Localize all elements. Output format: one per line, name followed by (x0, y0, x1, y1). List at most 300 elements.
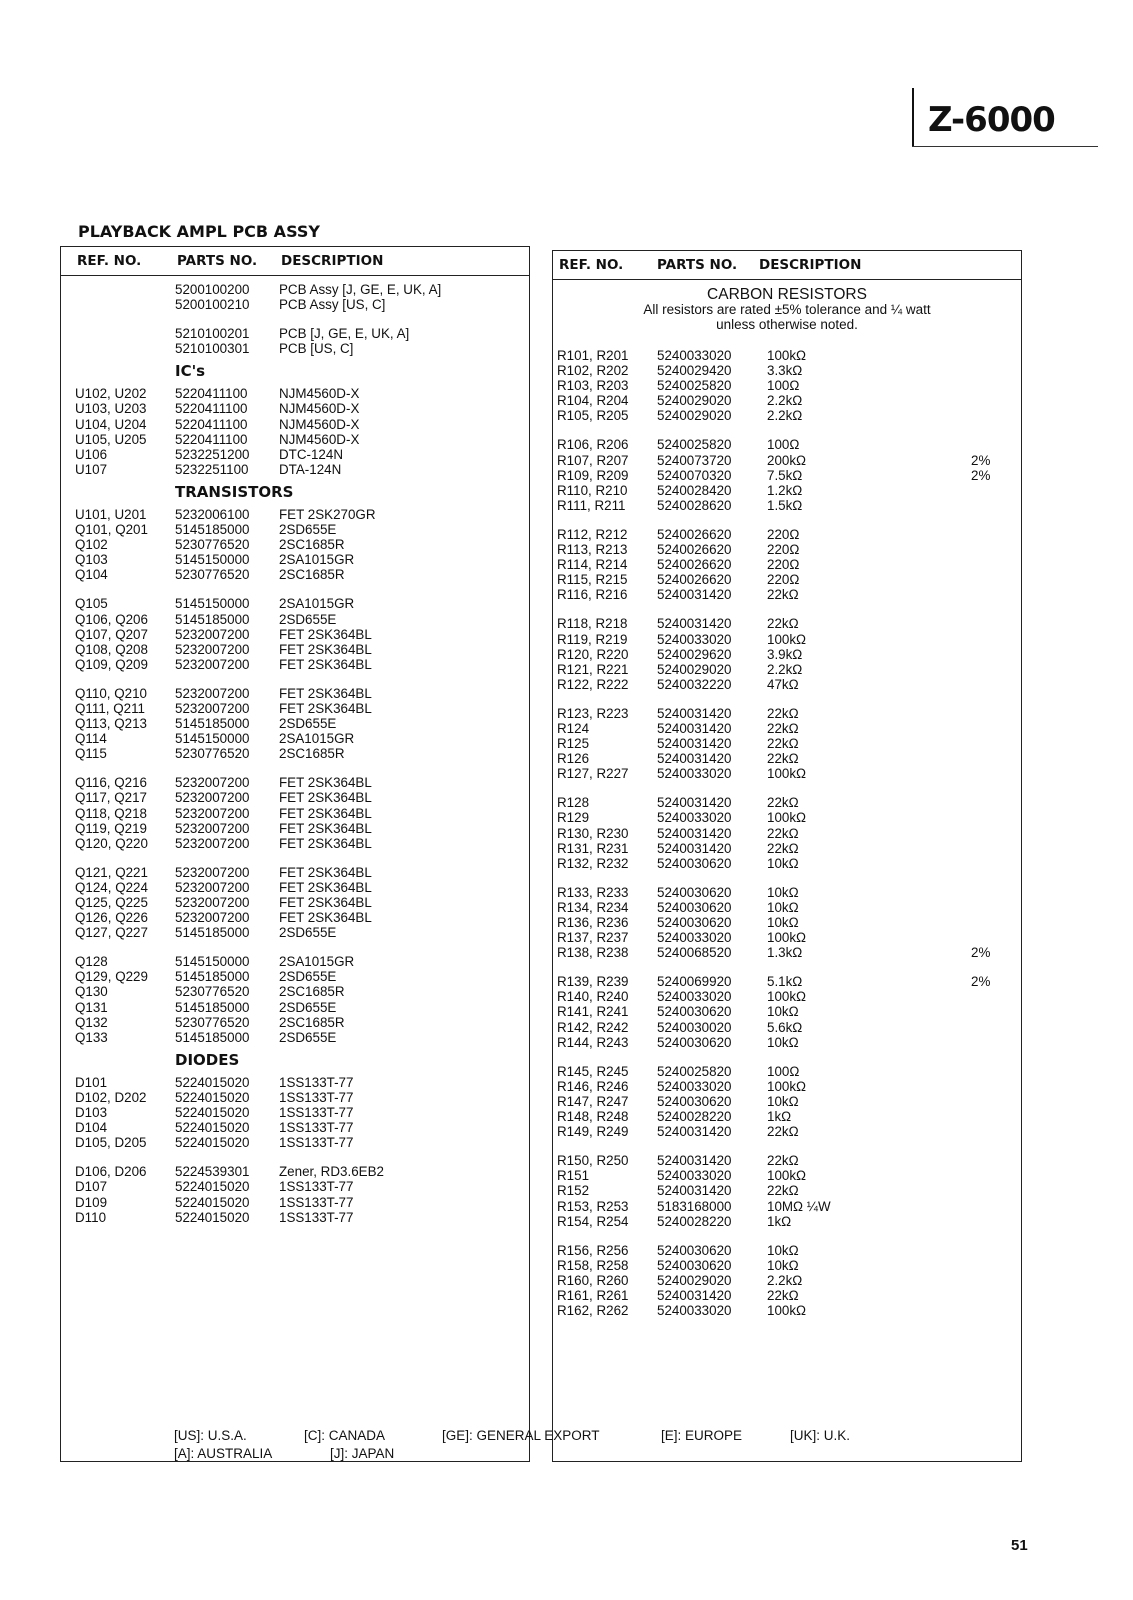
parts-no: 5240026620 (657, 572, 732, 588)
table-row (61, 612, 529, 627)
block-gap (553, 1229, 1021, 1243)
parts-no: 5240028220 (657, 1213, 732, 1229)
table-row (61, 417, 529, 432)
ref-no: Q117, Q217 (75, 790, 147, 806)
resistor-value: 220Ω (767, 572, 800, 588)
table-row (553, 841, 1021, 856)
table-row (553, 1079, 1021, 1094)
ref-no: R104, R204 (557, 393, 629, 409)
resistor-value: 100kΩ (767, 1303, 807, 1319)
table-row (553, 1214, 1021, 1229)
parts-no: 5240030620 (657, 1257, 732, 1273)
description: FET 2SK364BL (279, 820, 372, 836)
table-row (553, 900, 1021, 915)
parts-no: 5224539301 (175, 1164, 250, 1180)
table-row (61, 627, 529, 642)
ref-no: Q105 (75, 596, 108, 612)
ref-no: R158, R258 (557, 1257, 629, 1273)
parts-no: 5145185000 (175, 925, 250, 941)
table-row (61, 1000, 529, 1015)
ref-no: R156, R256 (557, 1242, 629, 1258)
parts-no: 5224015020 (175, 1194, 250, 1210)
ref-no: R144, R243 (557, 1034, 629, 1050)
parts-no: 5232007200 (175, 835, 250, 851)
ref-no: D109 (75, 1194, 108, 1210)
table-row (553, 1168, 1021, 1183)
table-row (553, 795, 1021, 810)
description: 1SS133T-77 (279, 1179, 354, 1195)
block-gap (553, 423, 1021, 437)
legend-a: [A]: AUSTRALIA (174, 1446, 273, 1461)
block-gap (61, 312, 529, 326)
category-label: DIODES (175, 1050, 240, 1069)
description: PCB Assy [US, C] (279, 297, 386, 313)
parts-no: 5240031420 (657, 1287, 732, 1303)
resistor-value: 22kΩ (767, 1287, 799, 1303)
resistor-value: 22kΩ (767, 1124, 799, 1140)
table-row (553, 706, 1021, 721)
table-row (553, 572, 1021, 587)
parts-no: 5232007200 (175, 895, 250, 910)
table-row (61, 895, 529, 910)
ref-no: R110, R210 (557, 482, 628, 498)
parts-no: 5232007200 (175, 700, 250, 716)
page-number: 51 (1011, 1537, 1028, 1554)
ref-no: R139, R239 (557, 974, 629, 990)
description: FET 2SK270GR (279, 506, 376, 522)
parts-no: 5240028420 (657, 482, 732, 498)
table-row (553, 1035, 1021, 1050)
parts-no: 5240031420 (657, 1124, 732, 1140)
parts-no: 5240033020 (657, 1168, 732, 1184)
resistor-value: 22kΩ (767, 825, 799, 841)
resistor-value: 1.2kΩ (767, 482, 803, 498)
ref-no: Q128 (75, 954, 108, 970)
table-row (553, 1183, 1021, 1198)
parts-no: 5240032220 (657, 676, 732, 692)
ref-no: D101 (75, 1074, 108, 1090)
table-row (553, 856, 1021, 871)
parts-no: 5240031420 (657, 616, 732, 632)
table-row (61, 746, 529, 761)
description: 2SC1685R (279, 746, 345, 762)
parts-no: 5240033020 (657, 631, 732, 647)
table-row (61, 1210, 529, 1225)
table-row (553, 721, 1021, 736)
resistor-value: 220Ω (767, 542, 800, 558)
resistor-value: 22kΩ (767, 1183, 799, 1199)
table-row (61, 567, 529, 582)
table-row (61, 386, 529, 401)
table-row (61, 790, 529, 805)
legend-uk: [UK]: U.K. (790, 1428, 851, 1443)
resistor-value: 2.2kΩ (767, 393, 803, 409)
table-row (553, 483, 1021, 498)
table-row (61, 865, 529, 880)
table-row (553, 974, 1021, 989)
block-gap (61, 1150, 529, 1164)
ref-no: R148, R248 (557, 1109, 629, 1125)
ref-no: R102, R202 (557, 363, 629, 379)
parts-no: 5240030620 (657, 884, 732, 900)
ref-no: Q126, Q226 (75, 910, 148, 926)
table-row (61, 552, 529, 567)
ref-no: Q133 (75, 1029, 108, 1045)
ref-no: R154, R254 (557, 1213, 629, 1229)
parts-no: 5230776520 (175, 1014, 250, 1030)
table-row (553, 1064, 1021, 1079)
ref-no: Q103 (75, 552, 108, 568)
table-row (61, 297, 529, 312)
carbon-note-line1: All resistors are rated ±5% tolerance and ¼ watt (643, 302, 931, 317)
block-gap (61, 582, 529, 596)
resistor-value: 10kΩ (767, 1004, 799, 1020)
ref-no: Q113, Q213 (75, 716, 147, 732)
legend-c: [C]: CANADA (304, 1428, 386, 1443)
parts-no: 5240031420 (657, 587, 732, 603)
col-desc-header: DESCRIPTION (759, 257, 862, 273)
ref-no: U103, U203 (75, 401, 147, 417)
ref-no: R103, R203 (557, 378, 629, 394)
ref-no: D107 (75, 1179, 108, 1195)
legend-ge: [GE]: GENERAL EXPORT (442, 1428, 600, 1443)
description: FET 2SK364BL (279, 805, 372, 821)
left-parts-table (60, 246, 530, 1462)
ref-no: D105, D205 (75, 1135, 147, 1151)
model-divider (912, 88, 914, 146)
resistor-value: 10kΩ (767, 855, 799, 871)
description: 2SD655E (279, 522, 337, 538)
ref-no: Q109, Q209 (75, 656, 148, 672)
table-row (553, 1153, 1021, 1168)
description: FET 2SK364BL (279, 775, 372, 791)
parts-no: 5145150000 (175, 552, 250, 568)
table-row (61, 806, 529, 821)
parts-no: 5240031420 (657, 751, 732, 767)
ref-no: R151 (557, 1168, 590, 1184)
parts-no: 5240030620 (657, 855, 732, 871)
table-row (553, 363, 1021, 378)
table-row (553, 1199, 1021, 1214)
table-row (553, 751, 1021, 766)
description: PCB [J, GE, E, UK, A] (279, 326, 410, 342)
ref-no: R131, R231 (557, 840, 629, 856)
table-row (553, 945, 1021, 960)
resistor-value: 22kΩ (767, 840, 799, 856)
description: DTC-124N (279, 446, 343, 462)
parts-no: 5220411100 (175, 416, 248, 432)
col-parts-header: PARTS NO. (177, 253, 258, 269)
description: 1SS133T-77 (279, 1194, 354, 1210)
ref-no: D104 (75, 1120, 108, 1136)
table-row (61, 401, 529, 416)
ref-no: R150, R250 (557, 1153, 629, 1169)
table-row (61, 821, 529, 836)
parts-no: 5145185000 (175, 716, 250, 732)
description: FET 2SK364BL (279, 835, 372, 851)
table-row (61, 1090, 529, 1105)
ref-no: R112, R212 (557, 526, 628, 542)
parts-no: 5210100201 (175, 326, 250, 342)
table-row (553, 662, 1021, 677)
description: FET 2SK364BL (279, 641, 372, 657)
description: FET 2SK364BL (279, 895, 372, 910)
description: FET 2SK364BL (279, 685, 372, 701)
table-row (61, 836, 529, 851)
table-row (553, 542, 1021, 557)
description: 1SS133T-77 (279, 1120, 354, 1136)
resistor-value: 22kΩ (767, 1153, 799, 1169)
col-desc-header: DESCRIPTION (281, 253, 384, 269)
tolerance-note: 2% (971, 452, 991, 468)
carbon-title: CARBON RESISTORS (707, 286, 867, 303)
legend-us: [US]: U.S.A. (174, 1428, 247, 1443)
ref-no: R147, R247 (557, 1093, 629, 1109)
resistor-value: 2.2kΩ (767, 408, 803, 424)
ref-no: R120, R220 (557, 646, 629, 662)
ref-no: R126 (557, 751, 590, 767)
description: 2SD655E (279, 716, 337, 732)
ref-no: Q110, Q210 (75, 685, 147, 701)
block-gap (553, 960, 1021, 974)
carbon-note-line2: unless otherwise noted. (716, 317, 858, 332)
table-row (553, 1109, 1021, 1124)
resistor-value: 3.3kΩ (767, 363, 803, 379)
description: FET 2SK364BL (279, 864, 372, 880)
description: 1SS133T-77 (279, 1209, 354, 1225)
category-label: IC's (175, 362, 206, 381)
table-row (61, 1164, 529, 1179)
parts-no: 5220411100 (175, 401, 248, 417)
parts-no: 5240033020 (657, 348, 732, 363)
parts-no: 5224015020 (175, 1074, 250, 1090)
parts-no: 5240033020 (657, 1303, 732, 1319)
resistor-value: 5.6kΩ (767, 1019, 803, 1035)
ref-no: R130, R230 (557, 825, 629, 841)
table-row (61, 1135, 529, 1150)
table-row (61, 1120, 529, 1135)
parts-no: 5240069920 (657, 974, 732, 990)
ref-no: R138, R238 (557, 945, 629, 961)
parts-no: 5240030620 (657, 1093, 732, 1109)
ref-no: Q124, Q224 (75, 879, 148, 895)
table-row (553, 1288, 1021, 1303)
resistor-value: 22kΩ (767, 751, 799, 767)
ref-no: Q132 (75, 1014, 108, 1030)
ref-no: Q120, Q220 (75, 835, 148, 851)
description: 2SC1685R (279, 984, 345, 1000)
table-row (61, 969, 529, 984)
tolerance-note: 2% (971, 467, 991, 483)
table-row (553, 930, 1021, 945)
ref-no: U102, U202 (75, 386, 147, 402)
legend-line-1 (174, 1428, 894, 1445)
parts-no: 5240030620 (657, 899, 732, 915)
parts-no: 5240029620 (657, 646, 732, 662)
table-row (553, 766, 1021, 781)
parts-no: 5240073720 (657, 452, 732, 468)
table-row (61, 731, 529, 746)
ref-no: R136, R236 (557, 915, 629, 930)
table-row (61, 1030, 529, 1045)
resistor-rows (553, 348, 1021, 1318)
resistor-value: 10kΩ (767, 1257, 799, 1273)
parts-no: 5240025820 (657, 1063, 732, 1079)
table-row (61, 522, 529, 537)
ref-no: R162, R262 (557, 1303, 629, 1319)
parts-no: 5232007200 (175, 656, 250, 672)
table-row (553, 632, 1021, 647)
resistor-value: 10MΩ ¼W (767, 1198, 831, 1214)
description: 2SD655E (279, 1029, 337, 1045)
parts-no: 5240029420 (657, 363, 732, 379)
description: Zener, RD3.6EB2 (279, 1164, 384, 1180)
parts-no: 5240026620 (657, 526, 732, 542)
parts-no: 5240030620 (657, 915, 732, 930)
ref-no: R142, R242 (557, 1019, 629, 1035)
description: FET 2SK364BL (279, 879, 372, 895)
ref-no: R140, R240 (557, 989, 629, 1005)
parts-no: 5240029020 (657, 661, 732, 677)
ref-no: R119, R219 (557, 631, 628, 647)
description: 2SA1015GR (279, 954, 355, 970)
table-row (553, 677, 1021, 692)
parts-no: 5232007200 (175, 641, 250, 657)
ref-no: U101, U201 (75, 506, 147, 522)
description: 2SC1685R (279, 537, 345, 553)
table-row (61, 537, 529, 552)
ref-no: Q118, Q218 (75, 805, 147, 821)
table-row (61, 686, 529, 701)
parts-no: 5232006100 (175, 506, 250, 522)
resistor-value: 7.5kΩ (767, 467, 803, 483)
parts-no: 5224015020 (175, 1105, 250, 1121)
ref-no: D110 (75, 1209, 107, 1225)
parts-no: 5145185000 (175, 999, 250, 1015)
ref-no: R128 (557, 795, 590, 811)
description: FET 2SK364BL (279, 790, 372, 806)
parts-no: 5240031420 (657, 1183, 732, 1199)
parts-no: 5240033020 (657, 1078, 732, 1094)
ref-no: R127, R227 (557, 766, 629, 782)
table-row (553, 453, 1021, 468)
ref-no: D106, D206 (75, 1164, 147, 1180)
model-underline (912, 146, 1098, 147)
parts-no: 5220411100 (175, 386, 248, 402)
ref-no: Q107, Q207 (75, 626, 148, 642)
table-row (553, 498, 1021, 513)
ref-no: R124 (557, 720, 590, 736)
resistor-value: 1kΩ (767, 1109, 792, 1125)
parts-no: 5240031420 (657, 795, 732, 811)
block-gap (61, 761, 529, 775)
block-gap (61, 672, 529, 686)
ref-no: R146, R246 (557, 1078, 629, 1094)
ref-no: Q121, Q221 (75, 864, 148, 880)
resistor-value: 100kΩ (767, 930, 807, 946)
resistor-value: 22kΩ (767, 795, 799, 811)
table-row (553, 1303, 1021, 1318)
parts-no: 5232007200 (175, 820, 250, 836)
table-row (553, 989, 1021, 1004)
resistor-value: 100Ω (767, 1063, 800, 1079)
resistor-value: 3.9kΩ (767, 646, 803, 662)
table-row (61, 432, 529, 447)
table-row (553, 437, 1021, 452)
ref-no: R116, R216 (557, 587, 628, 603)
parts-no: 5224015020 (175, 1089, 250, 1105)
description: 2SC1685R (279, 1014, 345, 1030)
ref-no: R125 (557, 736, 590, 752)
description: FET 2SK364BL (279, 626, 372, 642)
parts-no: 5232007200 (175, 626, 250, 642)
resistor-value: 10kΩ (767, 884, 799, 900)
table-row (553, 826, 1021, 841)
table-row (553, 647, 1021, 662)
table-row (61, 642, 529, 657)
ref-no: R152 (557, 1183, 590, 1199)
table-row (553, 1094, 1021, 1109)
table-row (61, 657, 529, 672)
description: PCB [US, C] (279, 341, 354, 357)
description: 2SC1685R (279, 567, 345, 583)
description: 2SA1015GR (279, 596, 355, 612)
table-row (61, 1075, 529, 1090)
description: DTA-124N (279, 461, 342, 477)
ref-no: R149, R249 (557, 1124, 629, 1140)
ref-no: R123, R223 (557, 705, 629, 721)
resistor-value: 220Ω (767, 526, 800, 542)
parts-no: 5240033020 (657, 766, 732, 782)
ref-no: U105, U205 (75, 431, 147, 447)
parts-no: 5232007200 (175, 864, 250, 880)
ref-no: Q129, Q229 (75, 969, 148, 985)
parts-no: 5224015020 (175, 1120, 250, 1136)
parts-no: 5145150000 (175, 731, 250, 747)
parts-no: 5240025820 (657, 378, 732, 394)
table-row (553, 885, 1021, 900)
ref-no: R121, R221 (557, 661, 629, 677)
parts-no: 5232007200 (175, 685, 250, 701)
block-gap (553, 1050, 1021, 1064)
parts-no: 5183168000 (657, 1198, 732, 1214)
resistor-value: 10kΩ (767, 915, 799, 930)
ref-no: R101, R201 (557, 348, 629, 363)
description: 1SS133T-77 (279, 1089, 354, 1105)
table-row (61, 596, 529, 611)
description: FET 2SK364BL (279, 700, 372, 716)
parts-no: 5240031420 (657, 705, 732, 721)
block-gap (553, 602, 1021, 616)
ref-no: D103 (75, 1105, 108, 1121)
right-parts-table (552, 250, 1022, 1462)
ref-no: R145, R245 (557, 1063, 629, 1079)
resistor-value: 47kΩ (767, 676, 799, 692)
ref-no: U106 (75, 446, 108, 462)
carbon-resistors-heading (553, 281, 1021, 348)
col-ref-header: REF. NO. (77, 253, 142, 269)
ref-no: U104, U204 (75, 416, 147, 432)
description: NJM4560D-X (279, 431, 360, 447)
resistor-value: 100kΩ (767, 766, 807, 782)
description: 1SS133T-77 (279, 1105, 354, 1121)
table-row (61, 282, 529, 297)
parts-no: 5145185000 (175, 1029, 250, 1045)
description: NJM4560D-X (279, 401, 360, 417)
description: PCB Assy [J, GE, E, UK, A] (279, 282, 442, 297)
table-row (61, 462, 529, 477)
description: 2SD655E (279, 969, 337, 985)
